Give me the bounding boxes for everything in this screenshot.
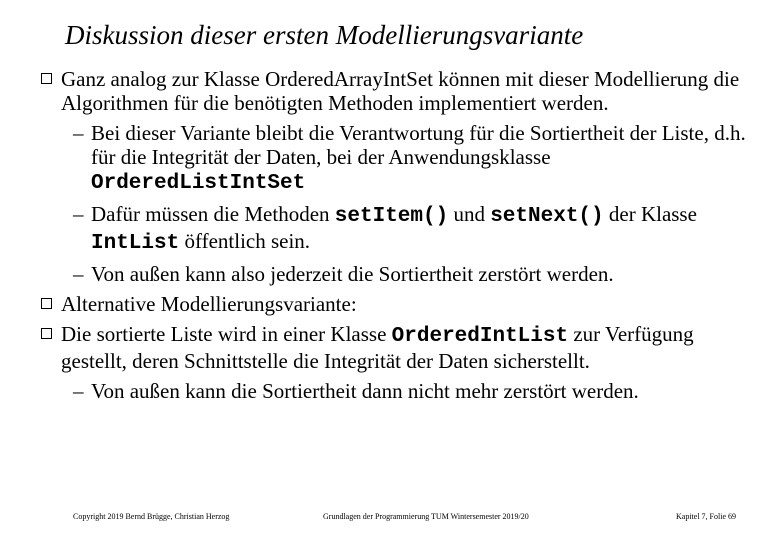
sub-bullet-item <box>0 202 760 256</box>
square-bullet-icon <box>41 73 52 84</box>
slide-content <box>0 67 780 403</box>
dash-icon: – <box>73 262 84 286</box>
bullet-item <box>0 322 760 373</box>
sub-bullet-item <box>0 379 760 403</box>
footer-course: Grundlagen der Programmierung TUM Wintersemester 2019/20 <box>323 512 529 521</box>
bullet-text: zur Verfügung gestellt, deren Schnittstelle die Integrität der Daten sicherstellt. <box>61 322 694 373</box>
sub-bullet-text: öffentlich sein. <box>179 229 311 253</box>
bullet-text: Alternative Modellierungsvariante: <box>61 292 357 316</box>
square-bullet-icon <box>41 298 52 309</box>
bullet-item <box>0 292 760 316</box>
sub-bullet-text: Von außen kann die Sortiertheit dann nicht mehr zerstört werden. <box>91 379 639 403</box>
sub-bullet-item <box>0 121 760 196</box>
sub-bullet-text: Bei dieser Variante bleibt die Verantwortung für die Sortiertheit der Liste, d.h. für die Integrität der Daten, bei der Anwendungsklasse <box>91 121 746 169</box>
code-term: OrderedListIntSet <box>91 172 306 195</box>
sub-bullet-text: Dafür müssen die Methoden <box>91 202 335 226</box>
dash-icon: – <box>73 379 84 403</box>
dash-icon: – <box>73 202 84 226</box>
code-term: setItem() <box>334 205 449 228</box>
bullet-item <box>0 67 760 115</box>
code-term: setNext() <box>490 205 604 228</box>
sub-bullet-text: der Klasse <box>603 202 697 226</box>
bullet-text: Ganz analog zur Klasse OrderedArrayIntSet können mit dieser Modellierung die Algorithmen für die benötigten Methoden implementiert werden. <box>61 67 740 115</box>
slide-title: Diskussion dieser ersten Modellierungsvariante <box>65 20 584 50</box>
code-term: OrderedIntList <box>391 325 569 348</box>
code-term: IntList <box>91 232 180 255</box>
footer-copyright: Copyright 2019 Bernd Brügge, Christian Herzog <box>73 512 230 521</box>
bullet-text: Die sortierte Liste wird in einer Klasse <box>61 322 392 346</box>
sub-bullet-item <box>0 262 760 286</box>
square-bullet-icon <box>41 328 52 339</box>
dash-icon: – <box>73 121 84 145</box>
footer-page-number: Kapitel 7, Folie 69 <box>676 512 736 521</box>
sub-bullet-text: Von außen kann also jederzeit die Sortiertheit zerstört werden. <box>91 262 614 286</box>
sub-bullet-text: und <box>448 202 491 226</box>
